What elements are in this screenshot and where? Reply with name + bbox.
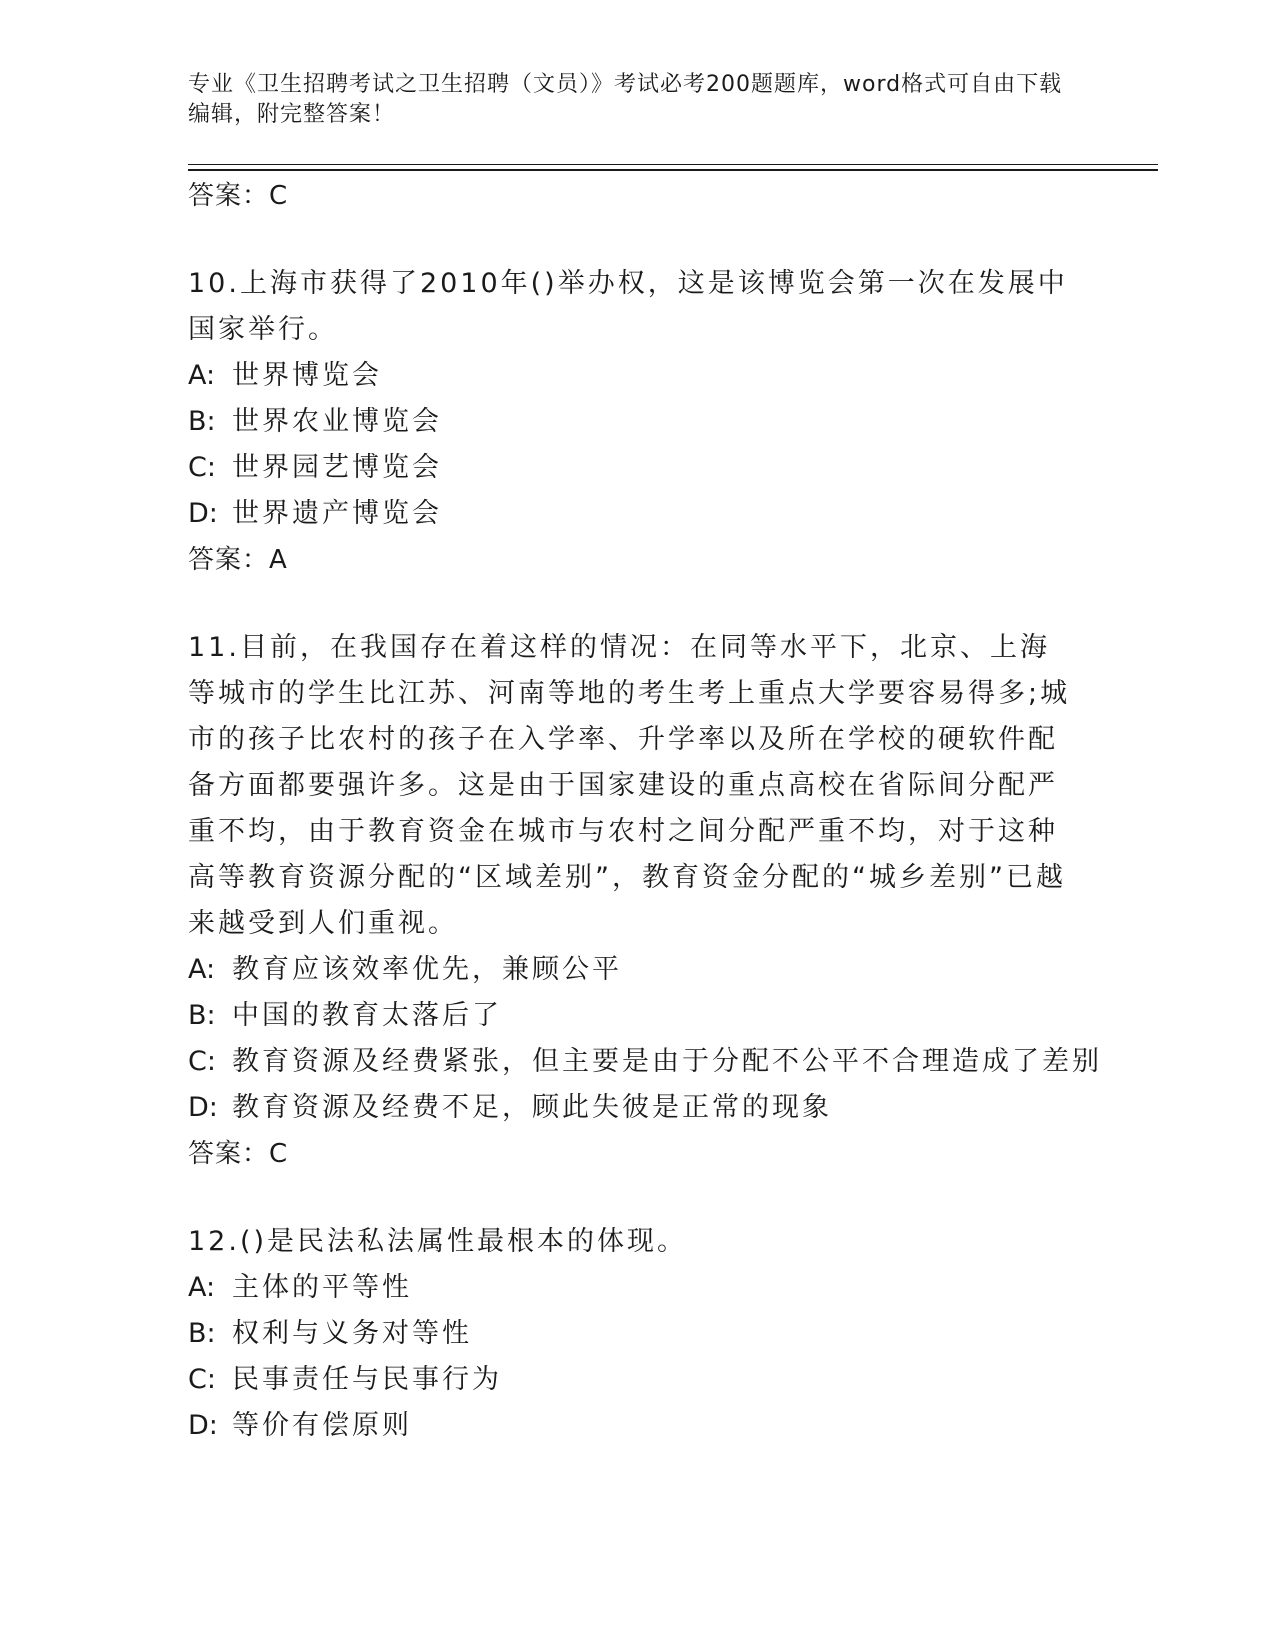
- option-text: 世界农业博览会: [232, 406, 442, 437]
- option-text: 教育资源及经费不足，顾此失彼是正常的现象: [232, 1092, 832, 1123]
- question-12: [188, 1219, 1158, 1449]
- option-d: [188, 1085, 1158, 1131]
- option-key: B:: [188, 406, 216, 437]
- previous-answer: 答案：C: [188, 181, 289, 211]
- option-key: A:: [188, 954, 216, 985]
- option-c: [188, 445, 1158, 491]
- option-key: C:: [188, 452, 216, 483]
- option-text: 等价有偿原则: [232, 1410, 412, 1441]
- option-key: B:: [188, 1318, 216, 1349]
- option-d: [188, 491, 1158, 537]
- option-key: B:: [188, 1000, 216, 1031]
- option-d: [188, 1403, 1158, 1449]
- option-a: [188, 1265, 1158, 1311]
- option-a: [188, 947, 1158, 993]
- option-text: 世界遗产博览会: [232, 498, 442, 529]
- question-11: [188, 625, 1158, 1177]
- option-b: [188, 399, 1158, 445]
- option-c: [188, 1357, 1158, 1403]
- option-text: 中国的教育太落后了: [232, 1000, 502, 1031]
- option-key: D:: [188, 1092, 218, 1123]
- option-a: [188, 353, 1158, 399]
- option-text: 民事责任与民事行为: [232, 1364, 502, 1395]
- option-text: 教育应该效率优先，兼顾公平: [232, 954, 622, 985]
- option-c: [188, 1039, 1158, 1085]
- document-header: 专业《卫生招聘考试之卫生招聘（文员）》考试必考200题题库，word格式可自由下载编辑，附完整答案！: [188, 72, 1063, 127]
- header-divider: [188, 164, 1158, 171]
- option-key: C:: [188, 1364, 216, 1395]
- option-key: C:: [188, 1046, 216, 1077]
- option-key: D:: [188, 498, 218, 529]
- option-b: [188, 993, 1158, 1039]
- option-b: [188, 1311, 1158, 1357]
- question-stem: 11.目前，在我国存在着这样的情况：在同等水平下，北京、上海等城市的学生比江苏、河南等地的考生考上重点大学要容易得多;城市的孩子比农村的孩子在入学率、升学率以及所在学校的硬软件配备方面都要强许多。这是由于国家建设的重点高校在省际间分配严重不均，由于教育资金在城市与农村之间分配严重不均，对于这种高等教育资源分配的“区域差别”，教育资金分配的“城乡差别”已越来越受到人们重视。: [188, 632, 1071, 939]
- document-page: [188, 70, 1158, 1449]
- question-stem: 10.上海市获得了2010年()举办权，这是该博览会第一次在发展中国家举行。: [188, 268, 1068, 345]
- option-text: 世界博览会: [232, 360, 382, 391]
- answer-line: 答案：A: [188, 545, 288, 575]
- option-text: 主体的平等性: [232, 1272, 412, 1303]
- answer-line: 答案：C: [188, 1139, 289, 1169]
- question-stem: 12.()是民法私法属性最根本的体现。: [188, 1226, 688, 1257]
- option-key: A:: [188, 360, 216, 391]
- option-key: A:: [188, 1272, 216, 1303]
- question-10: [188, 261, 1158, 583]
- option-key: D:: [188, 1410, 218, 1441]
- option-text: 世界园艺博览会: [232, 452, 442, 483]
- option-text: 权利与义务对等性: [232, 1318, 472, 1349]
- option-text: 教育资源及经费紧张，但主要是由于分配不公平不合理造成了差别: [232, 1046, 1102, 1077]
